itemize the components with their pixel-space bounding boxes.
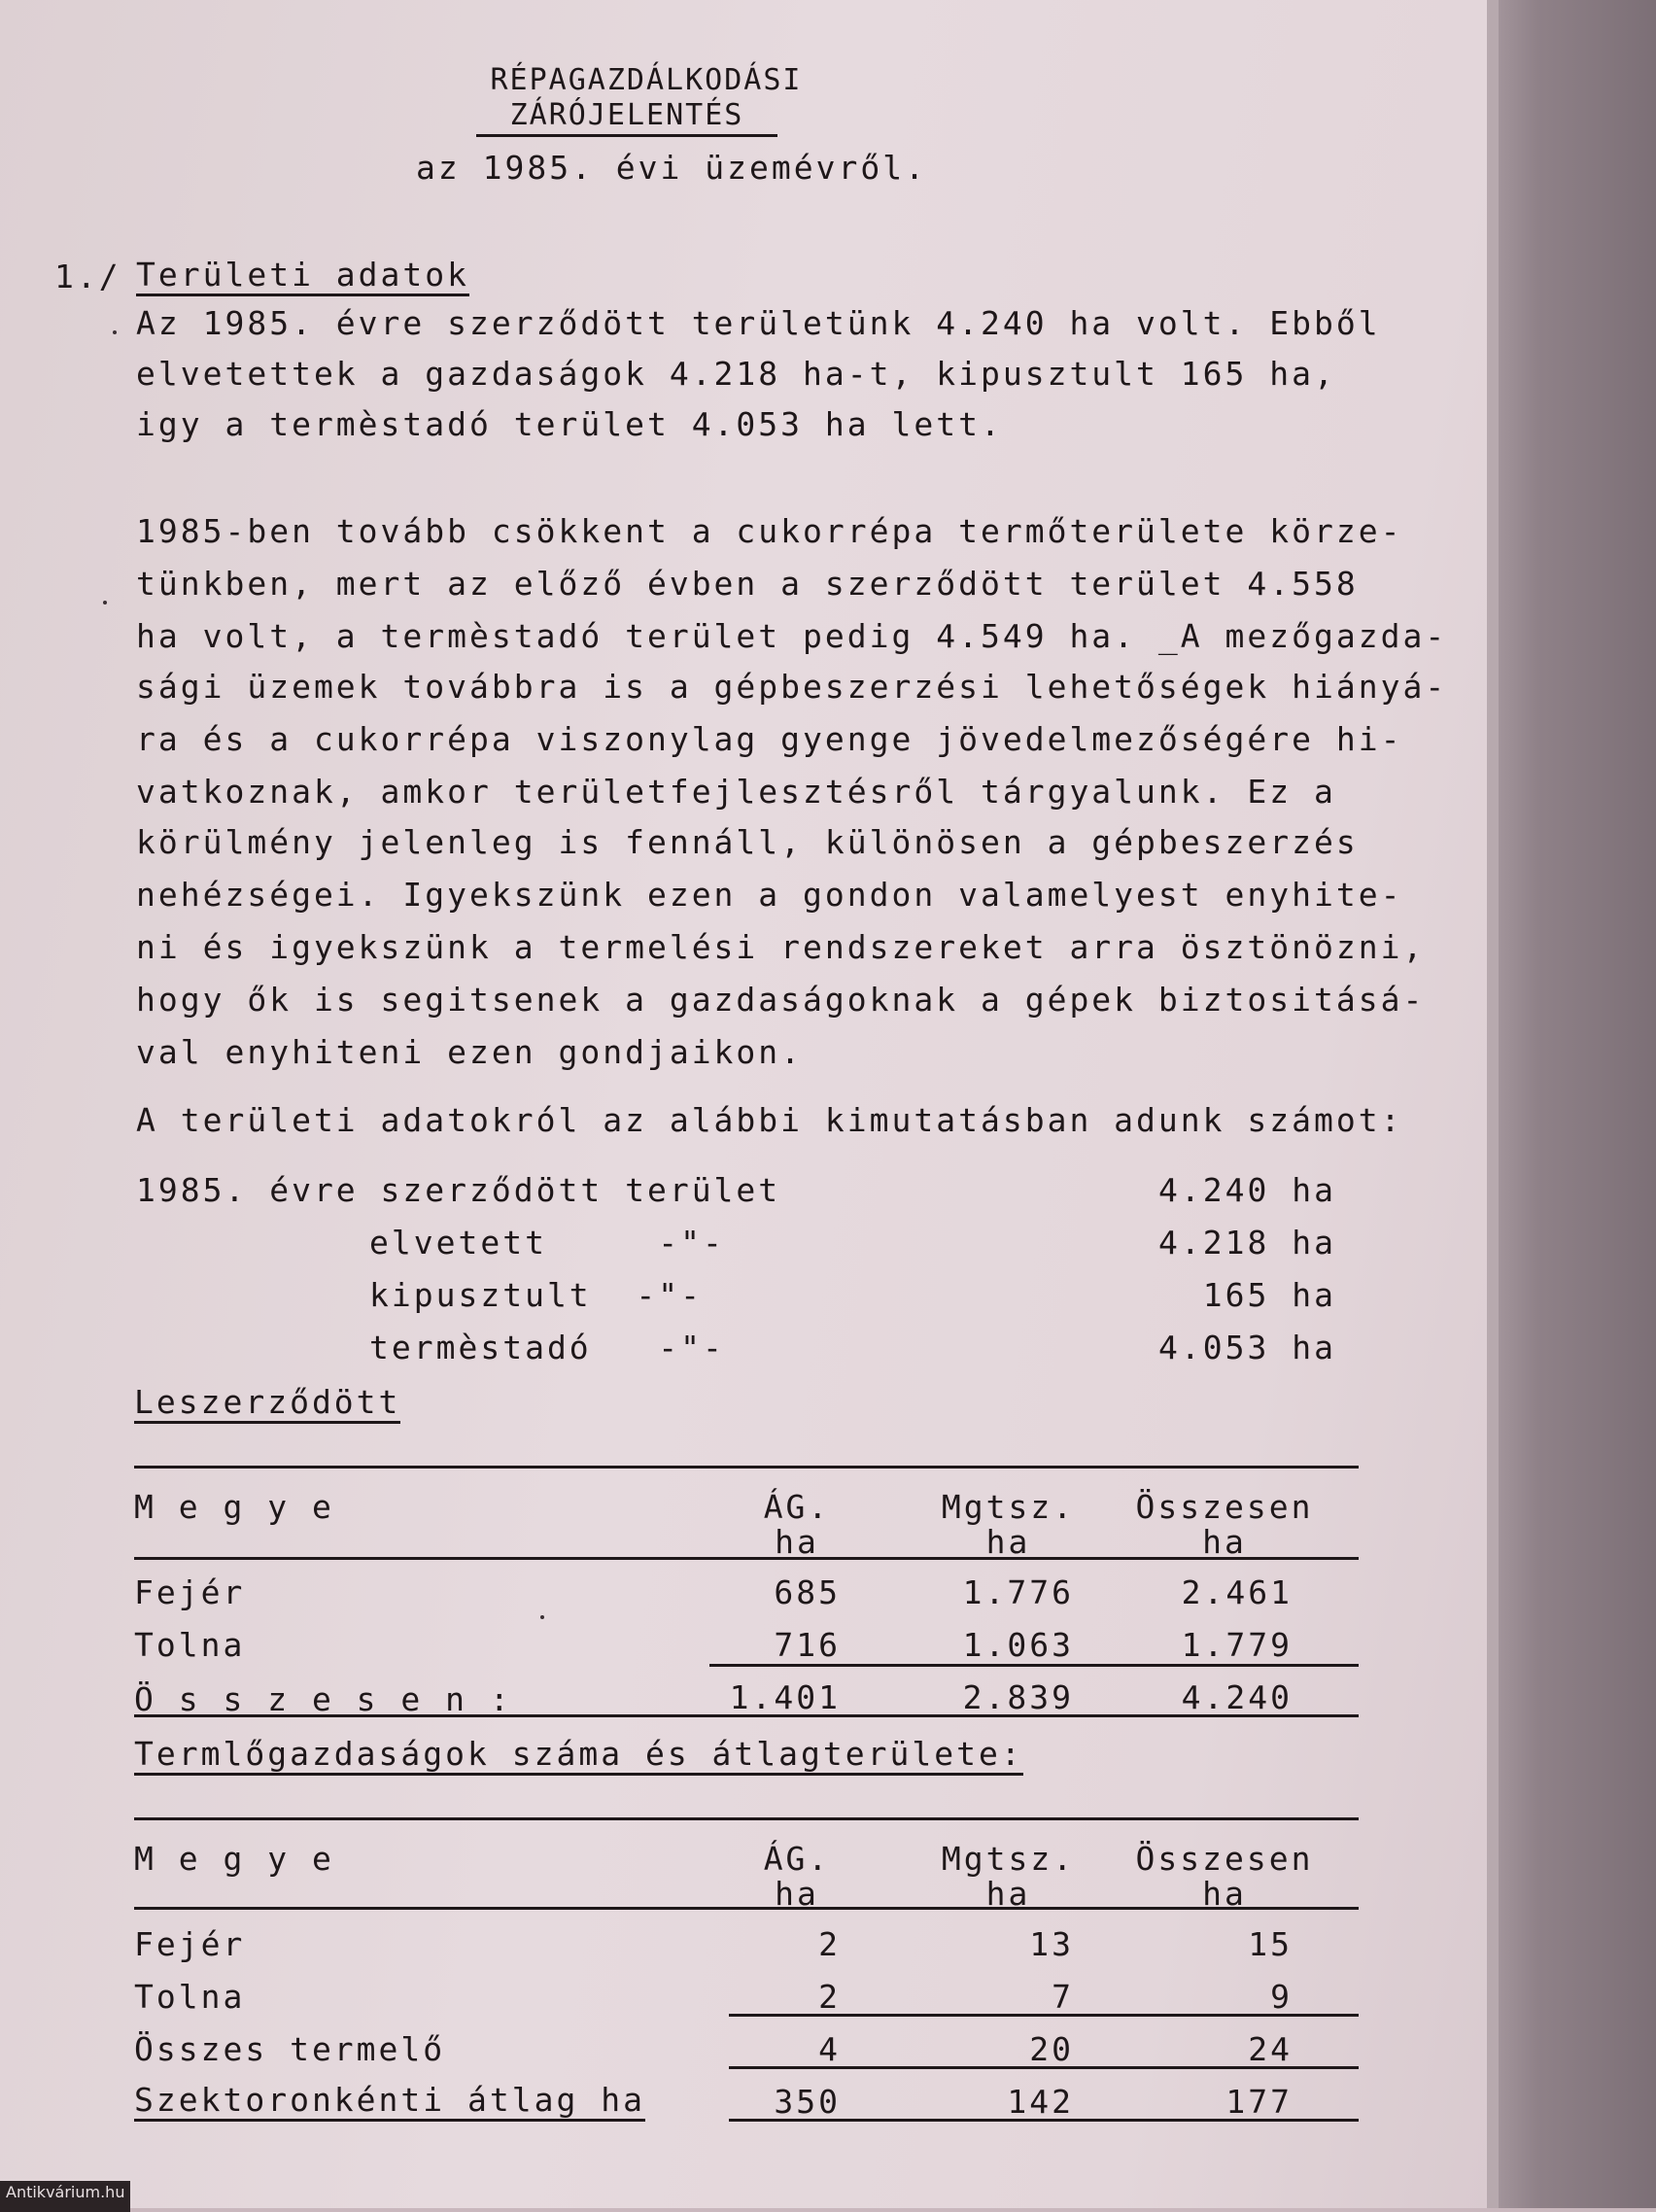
table1-row-ag: 685 <box>774 1573 841 1611</box>
table1-row-mgtsz: 1.063 <box>962 1626 1074 1664</box>
table1-sum-ag: 1.401 <box>729 1678 841 1716</box>
paragraph-line: val enyhiteni ezen gondjaikon. <box>136 1033 804 1071</box>
paragraph-line: sági üzemek továbbra is a gépbeszerzési lehetőségek hiányá- <box>136 668 1448 706</box>
table2-row-total: 177 <box>1225 2083 1293 2121</box>
table2-header-total: Összesen <box>1135 1840 1314 1878</box>
table2-rule <box>729 2066 1359 2069</box>
table2-header-mgtsz: Mgtsz. <box>941 1840 1076 1878</box>
table2-row-mgtsz: 142 <box>1007 2083 1074 2121</box>
title-underline <box>476 134 777 137</box>
table2-row-total: 15 <box>1248 1925 1293 1963</box>
paragraph-line: tünkben, mert az előző évben a szerződött terület 4.558 <box>136 565 1359 603</box>
paper-speck <box>540 1615 544 1619</box>
table1-header-county: M e g y e <box>134 1488 334 1526</box>
summary-label: termèstadó -"- <box>369 1329 725 1366</box>
table2-row-mgtsz: 7 <box>1052 1978 1074 2016</box>
table1-top-rule <box>134 1466 1359 1469</box>
summary-value: 4.218 ha <box>1158 1224 1336 1262</box>
paragraph-line: 1985-ben tovább csökkent a cukorrépa termőterülete körze- <box>136 512 1403 550</box>
summary-label: 1985. évre szerződött terület <box>136 1171 781 1209</box>
summary-label: kipusztult -"- <box>369 1276 704 1314</box>
report-title-line1: RÉPAGAZDÁLKODÁSI <box>490 63 803 97</box>
report-title-line2: ZÁRÓJELENTÉS <box>509 98 744 132</box>
table2-row-county: Tolna <box>134 1978 246 2016</box>
table1-header-mgtsz-unit: ha <box>985 1523 1031 1561</box>
paragraph-line: ha volt, a termèstadó terület pedig 4.549 ha. _A mezőgazda- <box>136 617 1448 655</box>
paragraph-line: Az 1985. évre szerződött területünk 4.240 ha volt. Ebből <box>136 304 1381 342</box>
table2-top-rule <box>134 1817 1359 1820</box>
table2-row-county: Fejér <box>134 1925 246 1963</box>
table2-header-rule <box>134 1907 1359 1910</box>
table2-bottom-rule <box>729 2119 1359 2122</box>
summary-label: elvetett -"- <box>369 1224 725 1262</box>
paragraph-line: hogy ők is segitsenek a gazdaságoknak a gépek biztositásá- <box>136 981 1426 1019</box>
table2-row-ag: 2 <box>818 1925 841 1963</box>
table2-header-total-unit: ha <box>1202 1875 1247 1913</box>
paragraph-line: igy a termèstadó terület 4.053 ha lett. <box>136 405 1003 443</box>
section-heading: Területi adatok <box>136 259 469 296</box>
table1-row-ag: 716 <box>774 1626 841 1664</box>
table2-row-ag: 2 <box>818 1978 841 2016</box>
paragraph-line: vatkoznak, amkor területfejlesztésről tárgyalunk. Ez a <box>136 773 1336 811</box>
paragraph-line: ra és a cukorrépa viszonylag gyenge jövedelmezőségére hi- <box>136 720 1403 758</box>
paragraph-line: elvetettek a gazdaságok 4.218 ha-t, kipusztult 165 ha, <box>136 355 1336 393</box>
table2-row-mgtsz: 13 <box>1029 1925 1074 1963</box>
paragraph-line: nehézségei. Igyekszünk ezen a gondon valamelyest enyhite- <box>136 876 1403 914</box>
table2-row-county: Összes termelő <box>134 2030 446 2068</box>
table1-row-county: Tolna <box>134 1626 246 1664</box>
paragraph-line: körülmény jelenleg is fennáll, különösen a gépbeszerzés <box>136 823 1359 861</box>
page-edge <box>1487 0 1499 2208</box>
summary-intro: A területi adatokról az alábbi kimutatásban adunk számot: <box>136 1101 1403 1139</box>
paragraph-line: ni és igyekszünk a termelési rendszereket arra ösztönözni, <box>136 928 1426 966</box>
table1-row-mgtsz: 1.776 <box>962 1573 1074 1611</box>
table2-row-total: 24 <box>1248 2030 1293 2068</box>
table1-sum-mgtsz: 2.839 <box>962 1678 1074 1716</box>
table2-row-ag: 4 <box>818 2030 841 2068</box>
table2-header-ag-unit: ha <box>775 1875 819 1913</box>
summary-value: 165 ha <box>1202 1276 1336 1314</box>
table1-header-total: Összesen <box>1135 1488 1314 1526</box>
table1-row-county: Fejér <box>134 1573 246 1611</box>
table1-sum-total: 4.240 <box>1181 1678 1293 1716</box>
paper-speck <box>103 601 107 605</box>
table1-bottom-rule <box>134 1714 1359 1717</box>
background-table-edge <box>1487 0 1656 2208</box>
table1-sum-label: Ö s s z e s e n : <box>134 1680 512 1718</box>
table1-header-mgtsz: Mgtsz. <box>941 1488 1076 1526</box>
table2-row-total: 9 <box>1270 1978 1293 2016</box>
table2-row-county: Szektoronkénti átlag ha <box>134 2084 645 2122</box>
table2-title: Termlőgazdaságok száma és átlagterülete: <box>134 1738 1023 1776</box>
watermark: Antikvárium.hu <box>0 2181 130 2212</box>
summary-value: 4.053 ha <box>1158 1329 1336 1366</box>
section-number: 1./ <box>54 258 121 295</box>
table1-row-total: 2.461 <box>1181 1573 1293 1611</box>
table1-sum-rule <box>709 1664 1359 1667</box>
table2-rule <box>729 2014 1359 2017</box>
summary-value: 4.240 ha <box>1158 1171 1336 1209</box>
table1-header-ag: ÁG. <box>763 1488 831 1526</box>
table2-header-mgtsz-unit: ha <box>985 1875 1031 1913</box>
table1-row-total: 1.779 <box>1181 1626 1293 1664</box>
paper-speck <box>113 330 117 334</box>
table1-title: Leszerződött <box>134 1386 400 1424</box>
report-subtitle: az 1985. évi üzemévről. <box>416 149 927 187</box>
table2-header-county: M e g y e <box>134 1840 334 1878</box>
table2-row-mgtsz: 20 <box>1029 2030 1074 2068</box>
table1-header-total-unit: ha <box>1202 1523 1247 1561</box>
table1-header-rule <box>134 1557 1359 1560</box>
table2-row-ag: 350 <box>774 2083 841 2121</box>
table1-header-ag-unit: ha <box>775 1523 819 1561</box>
table2-header-ag: ÁG. <box>763 1840 831 1878</box>
